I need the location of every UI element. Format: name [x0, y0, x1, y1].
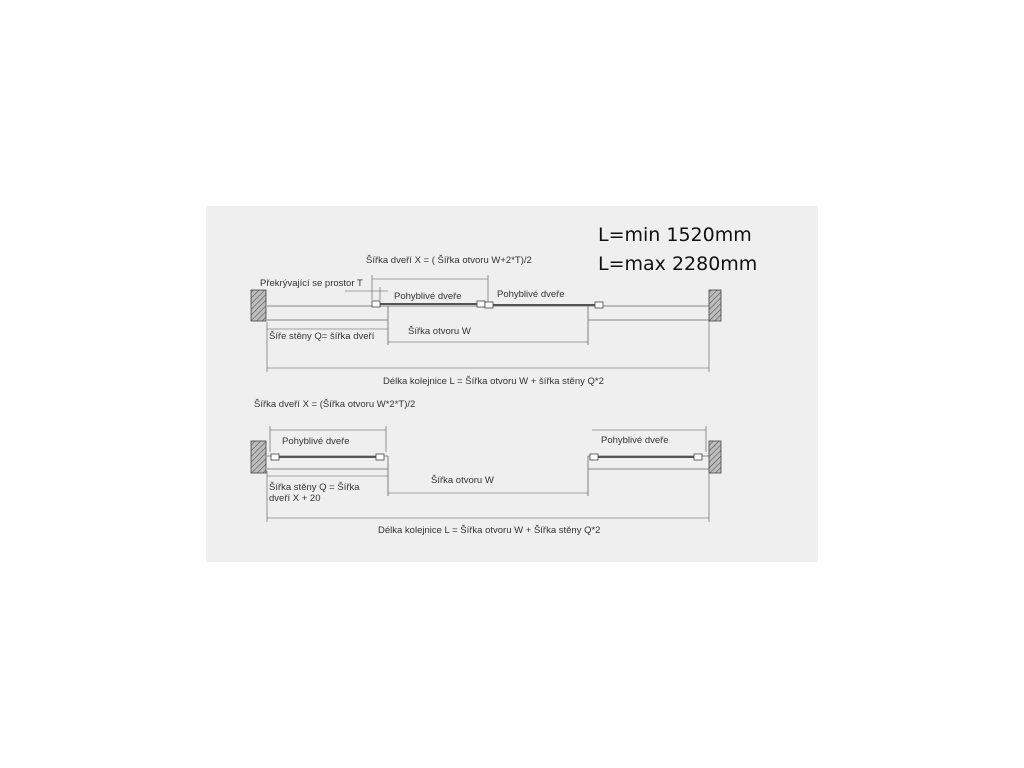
door-left-roller-a [372, 301, 380, 307]
right-wall [709, 290, 721, 321]
limit-max-text: L=max 2280mm [598, 253, 758, 275]
wall-width-label-2b: dveří X + 20 [269, 493, 321, 504]
door-left-2-roller-a [271, 454, 279, 460]
bottom-diagram [251, 399, 721, 536]
door-right-2-roller-b [694, 454, 702, 460]
right-wall-2 [709, 441, 721, 473]
opening-label: Šířka otvoru W [408, 326, 471, 337]
opening-label-2: Šířka otvoru W [431, 475, 494, 486]
wall-width-label: Šíře stěny Q= šířka dveří [269, 331, 375, 342]
door-left-roller-b [477, 301, 485, 307]
door-right-label-2: Pohyblivé dveře [601, 435, 669, 446]
limit-min-text: L=min 1520mm [598, 224, 752, 246]
wall-width-label-2a: Šířka stěny Q = Šířka [269, 482, 360, 493]
left-wall [251, 290, 266, 321]
door-right-2-roller-a [590, 454, 598, 460]
door-right-roller-b [595, 302, 603, 308]
door-right-label: Pohyblivé dveře [497, 289, 565, 300]
overlap-label: Překrývající se prostor T [260, 278, 363, 289]
rail-length-label: Délka kolejnice L = Šířka otvoru W + šířka stěny Q*2 [383, 376, 604, 387]
left-wall-2 [251, 441, 266, 473]
rail-length-label-2: Délka kolejnice L = Šířka otvoru W + Šířka stěny Q*2 [378, 525, 601, 536]
door-width-formula-2: Šířka dveří X = (Šířka otvoru W*2*T)/2 [254, 399, 416, 410]
door-left-2-roller-b [376, 454, 384, 460]
door-width-formula: Šířka dveří X = ( Šířka otvoru W+2*T)/2 [366, 255, 532, 266]
door-left-label: Pohyblivé dveře [394, 291, 462, 302]
door-left-label-2: Pohyblivé dveře [282, 436, 350, 447]
door-right-roller-a [485, 302, 493, 308]
